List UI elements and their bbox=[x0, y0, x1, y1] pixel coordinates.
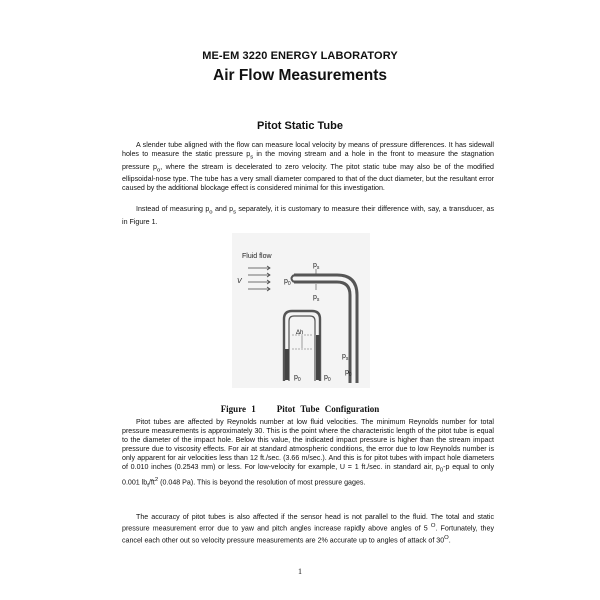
paragraph-pressure-difference: Instead of measuring $p_o$ and $p_s$ separately, it is customary to measure their difference with, say, a transducer, as in Figure 1. bbox=[122, 205, 495, 226]
figure-caption: Figure 1 Pitot Tube Configuration bbox=[220, 404, 380, 414]
manometer-fluid-left bbox=[285, 349, 289, 380]
pitot-tube-diagram bbox=[232, 233, 370, 388]
paragraph-yaw-pitch-accuracy: The accuracy of pitot tubes is also affected if the sensor head is not parallel to the fluid. The total and static pressure measurement error due to yaw and pitch angles increase rapidly above angles of 5 $^O$. Fortunately, they cancel each other out so velocity pressure measurements are 2% accurate up to angles of attack of $30^O$. bbox=[122, 513, 494, 544]
p0-nose-label: $p_0$ bbox=[284, 278, 291, 287]
paragraph-pitot-description: A slender tube aligned with the flow can measure local velocity by means of pressure differences. It has sidewall holes to measure the static pressure $p_s$ in the moving stream and a hole in the front to measure the stagnation pressure $p_o$, where the stream is decelerated to zero velocity. The pitot static tube may also be of the modified ellipsoidal-nose type. The tube has a very small diameter compared to that of the duct diameter, but the resultant error caused by the additional blockage effect is considered minimal for this investigation. bbox=[122, 141, 495, 193]
manometer-fluid-right bbox=[316, 335, 320, 380]
ps-right-label: $p_s$ bbox=[342, 353, 349, 362]
delta-h-label: Δh bbox=[296, 330, 304, 336]
course-heading: ME-EM 3220 ENERGY LABORATORY bbox=[202, 50, 398, 62]
p0-manometer-label: $p_0$ bbox=[294, 374, 301, 383]
p0-right-label: $p_0$ bbox=[324, 374, 331, 383]
page-number: 1 bbox=[298, 567, 302, 576]
document-title: Air Flow Measurements bbox=[213, 67, 387, 84]
ps-top-label: $p_s$ bbox=[313, 262, 320, 271]
section-heading: Pitot Static Tube bbox=[257, 120, 343, 132]
velocity-label: V bbox=[237, 278, 242, 285]
ps-bottom-label: $p_s$ bbox=[313, 294, 320, 303]
pitot-tube-figure bbox=[232, 233, 370, 388]
fluid-flow-label: Fluid flow bbox=[242, 253, 272, 260]
p0-right-low-label: $p_0$ bbox=[345, 369, 352, 378]
paragraph-reynolds-effects: Pitot tubes are affected by Reynolds number at low fluid velocities. The minimum Reynolds number for total pressure measurements is approximately 30. This is the point where the characteristic length of the pitot tube is equal to the diameter of the impact hole. Below this value, the indicated impact pressure is higher than the stream impact pressure due to viscosity effects. For air at standard atmospheric conditions, the error due to low Reynolds number is only apparent for air velocities less than 12 ft./sec. (3.66 m/sec.). And this is for pitot tubes with impact hole diameters of 0.010 inches (0.2543 mm) or less. For low-velocity for example, U = 1 ft./sec. in standard air, $p_0-p$ equal to only 0.001 $lb_f/ft^2$ (0.048 Pa). This is beyond the resolution of most pressure gages. bbox=[122, 418, 494, 489]
